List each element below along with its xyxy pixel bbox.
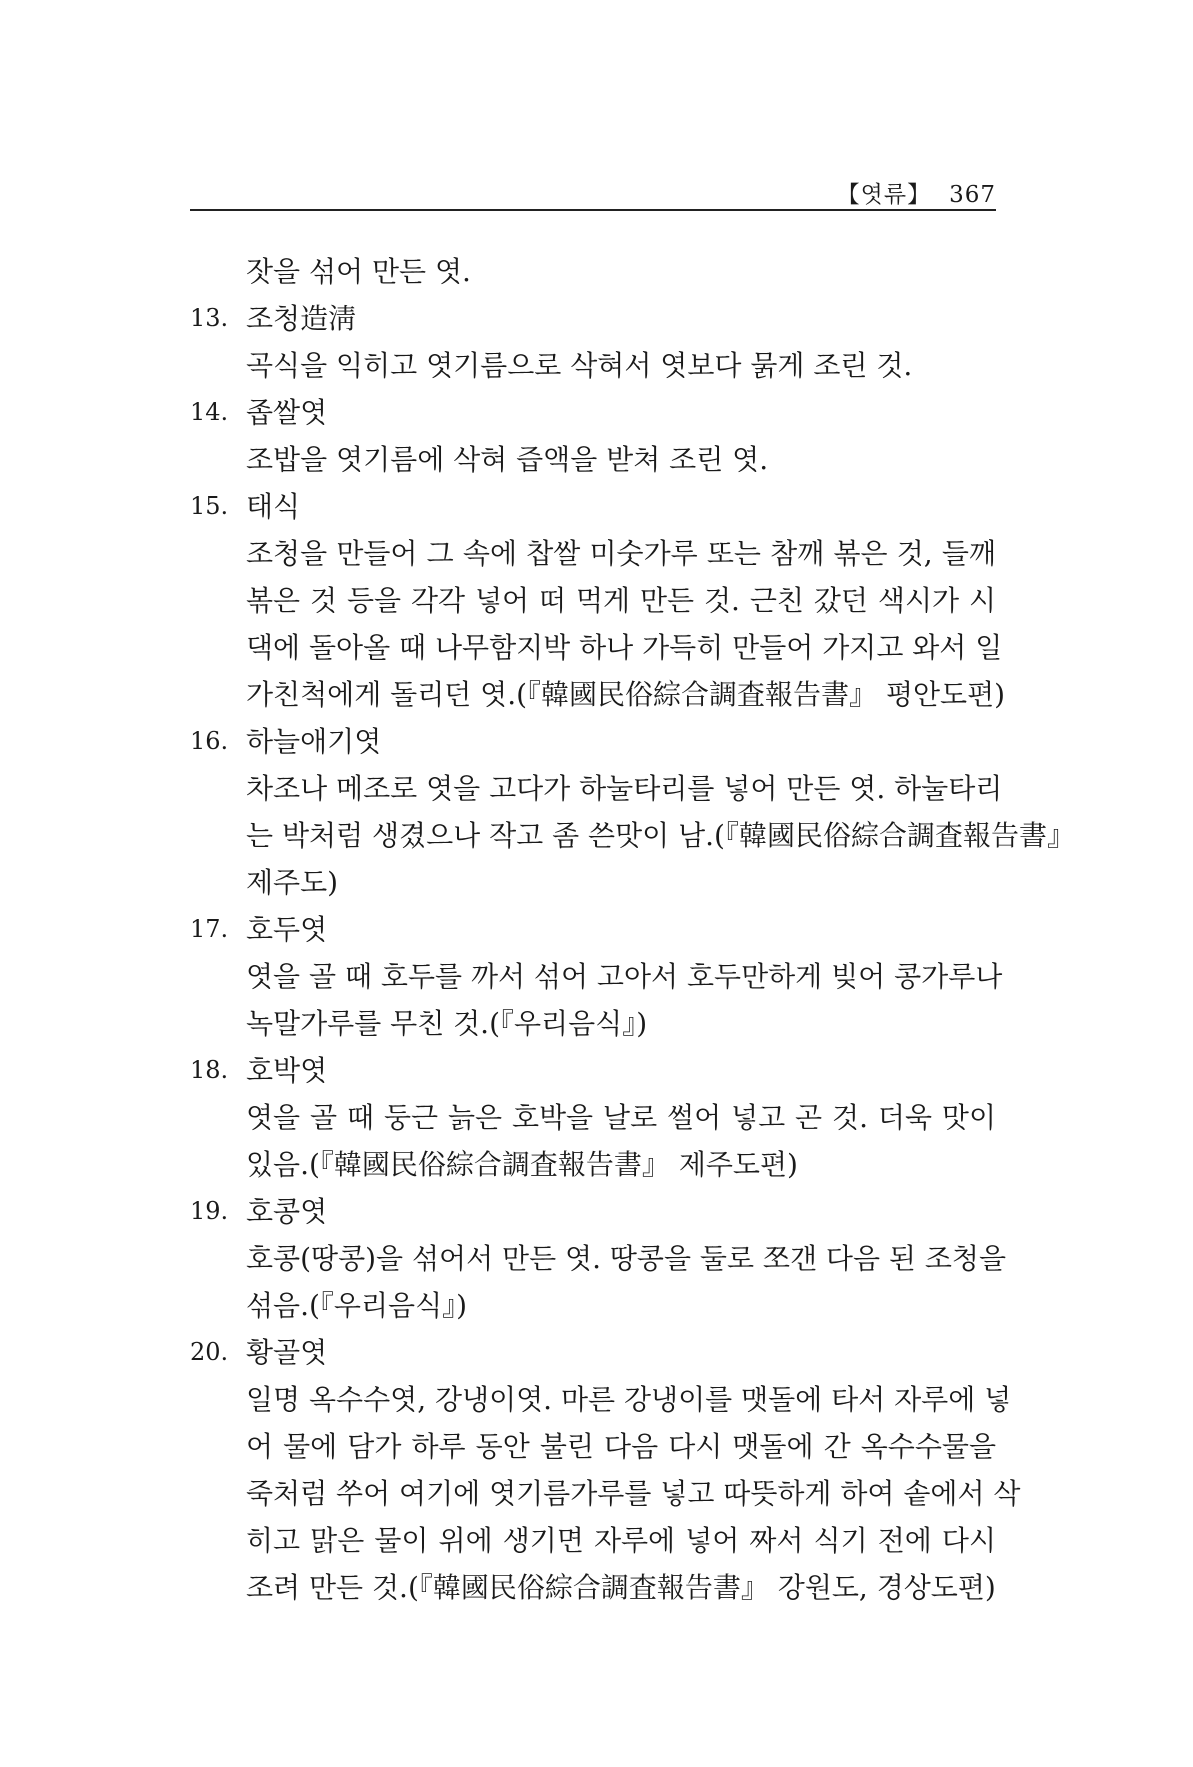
entry-number: 20. <box>190 1338 229 1366</box>
entry-heading: 조청造淸 <box>246 302 357 335</box>
body-text-line: 있음.(『韓國民俗綜合調査報告書』 제주도편) <box>246 1148 798 1181</box>
entry-heading: 좁쌀엿 <box>246 396 328 429</box>
body-text-line: 녹말가루를 무친 것.(『우리음식』) <box>246 1007 648 1040</box>
body-text-line: 볶은 것 등을 각각 넣어 떠 먹게 만든 것. 근친 갔던 색시가 시 <box>246 584 996 617</box>
body-text-line: 댁에 돌아올 때 나무함지박 하나 가득히 만들어 가지고 와서 일 <box>246 631 1003 664</box>
entry-number: 18. <box>190 1056 229 1084</box>
entry-title <box>190 1047 996 1094</box>
entry-number: 15. <box>190 492 229 520</box>
running-head-section: 【엿류】 <box>836 182 932 208</box>
body-text-line: 제주도) <box>246 866 339 899</box>
entry-heading: 황골엿 <box>246 1336 328 1369</box>
page-body <box>190 248 1075 1611</box>
body-text-line: 일명 옥수수엿, 강냉이엿. 마른 강냉이를 맷돌에 타서 자루에 넣 <box>246 1383 1012 1416</box>
entry-title <box>190 1329 996 1376</box>
entry-title <box>190 389 996 436</box>
body-text-line: 엿을 골 때 호두를 까서 섞어 고아서 호두만하게 빚어 콩가루나 <box>246 960 1003 993</box>
body-text-line: 조청을 만들어 그 속에 찹쌀 미숫가루 또는 참깨 볶은 것, 들깨 <box>246 537 996 570</box>
entry-heading: 호박엿 <box>246 1054 328 1087</box>
entry-heading: 호콩엿 <box>246 1195 328 1228</box>
body-text-line: 히고 맑은 물이 위에 생기면 자루에 넣어 짜서 식기 전에 다시 <box>246 1524 996 1557</box>
page-header <box>190 176 996 209</box>
body-text-line: 죽처럼 쑤어 여기에 엿기름가루를 넣고 따뜻하게 하여 솥에서 삭 <box>246 1477 1021 1510</box>
entry-number: 16. <box>190 727 229 755</box>
page-number: 367 <box>949 182 996 208</box>
entry-heading: 태식 <box>246 490 301 523</box>
entry-number: 14. <box>190 398 229 426</box>
body-text-line: 잣을 섞어 만든 엿. <box>246 255 471 288</box>
body-text-line: 엿을 골 때 둥근 늙은 호박을 날로 썰어 넣고 곤 것. 더욱 맛이 <box>246 1101 996 1134</box>
body-text-line: 섞음.(『우리음식』) <box>246 1289 468 1322</box>
entry-title <box>190 483 996 530</box>
entry-number: 19. <box>190 1197 229 1225</box>
entry-title <box>190 718 996 765</box>
header-rule <box>190 209 996 211</box>
entry-number: 13. <box>190 304 229 332</box>
body-text-line: 조밥을 엿기름에 삭혀 즙액을 받쳐 조린 엿. <box>246 443 769 476</box>
body-text-line: 조려 만든 것.(『韓國民俗綜合調査報告書』 강원도, 경상도편) <box>246 1571 996 1604</box>
body-text-line: 호콩(땅콩)을 섞어서 만든 엿. 땅콩을 둘로 쪼갠 다음 된 조청을 <box>246 1242 1007 1275</box>
entry-title <box>190 906 996 953</box>
entry-heading: 하늘애기엿 <box>246 725 382 758</box>
entry-title <box>190 1188 996 1235</box>
body-text-line: 어 물에 담가 하루 동안 불린 다음 다시 맷돌에 간 옥수수물을 <box>246 1430 996 1463</box>
body-text-line: 는 박처럼 생겼으나 작고 좀 쓴맛이 남.(『韓國民俗綜合調査報告書』 <box>246 819 1075 852</box>
entry-heading: 호두엿 <box>246 913 328 946</box>
body-text-line: 곡식을 익히고 엿기름으로 삭혀서 엿보다 묽게 조린 것. <box>246 349 913 382</box>
body-text-line: 가친척에게 돌리던 엿.(『韓國民俗綜合調査報告書』 평안도편) <box>246 678 1006 711</box>
entry-number: 17. <box>190 915 229 943</box>
body-text-line: 차조나 메조로 엿을 고다가 하눌타리를 넣어 만든 엿. 하눌타리 <box>246 772 1003 805</box>
entry-title <box>190 295 996 342</box>
